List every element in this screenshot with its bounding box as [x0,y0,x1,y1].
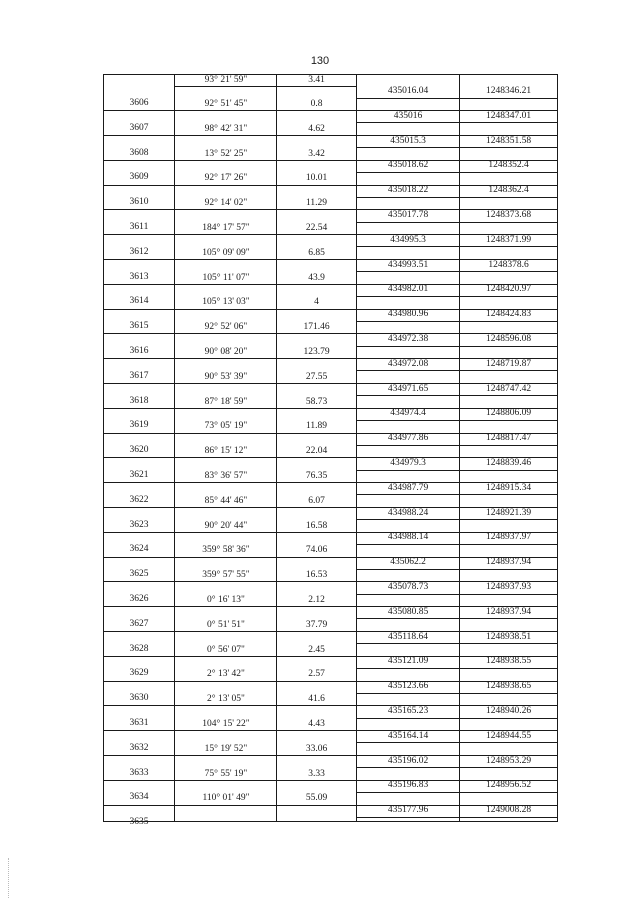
table-row [104,185,557,210]
distance-cell: 6.07 [308,495,325,506]
angle-cell: 92° 51' 45" [204,99,248,109]
x-coordinate-cell: 434979.3 [390,458,426,468]
row-divider [357,618,557,619]
x-coordinate-cell: 434972.08 [387,358,429,369]
distance-cell: 3.42 [308,148,325,159]
row-divider [357,569,557,570]
y-coordinate-cell: 1248371.99 [485,234,532,245]
row-divider [357,494,557,495]
distance-cell: 2.45 [308,644,325,655]
x-coordinate-cell: 435078.73 [387,582,429,592]
y-coordinate-cell: 1248346.21 [485,86,532,96]
distance-cell: 123.79 [303,347,330,357]
point-cell: 3615 [129,321,149,332]
table-row [104,260,557,285]
distance-cell: 41.6 [308,694,325,705]
point-cell: 3626 [129,594,149,604]
table-row [104,359,557,384]
point-cell: 3630 [129,693,149,704]
angle-cell: 15° 19' 52" [204,743,248,754]
distance-cell: 2.12 [308,595,325,605]
y-coordinate-cell: 1248352.4 [488,160,529,171]
angle-cell: 92° 17' 26" [204,173,248,184]
angle-cell: 73° 05' 19" [204,421,248,432]
row-divider [357,346,557,347]
point-cell: 3634 [129,792,149,803]
x-coordinate-cell: 435016.04 [387,86,429,96]
table-row [104,86,557,111]
distance-cell: 58.73 [305,396,328,407]
row-divider [357,296,557,297]
row-divider [357,321,557,322]
x-coordinate-cell: 434977.86 [387,433,429,444]
distance-cell [277,818,356,829]
x-coordinate-cell: 435062.2 [390,557,426,568]
row-divider [357,767,557,768]
y-coordinate-cell: 1248915.34 [485,482,532,493]
point-cell: 3617 [129,370,149,381]
row-divider [357,470,557,471]
point-cell: 3612 [129,246,149,257]
distance-cell: 76.35 [305,471,328,481]
table-row [104,334,557,359]
angle-cell: 359° 58' 36" [202,545,250,556]
point-cell: 3628 [129,643,149,654]
table-row [104,557,557,582]
row-divider [357,643,557,644]
distance-cell: 4.43 [308,719,325,729]
row-divider [357,519,557,520]
angle-cell: 93° 21' 59" [204,75,248,85]
point-cell: 3627 [129,618,149,629]
point-cell: 3633 [129,767,149,778]
x-coordinate-cell: 435015.3 [390,135,426,146]
distance-cell: 4.62 [308,123,325,134]
margin-marks [8,858,11,898]
angle-cell: 85° 44' 46" [204,495,248,506]
y-coordinate-cell: 1248937.97 [485,532,532,543]
x-coordinate-cell: 434972.38 [387,334,429,344]
distance-cell: 27.55 [305,371,328,382]
x-coordinate-cell: 435118.64 [387,631,429,642]
y-coordinate-cell: 1248937.93 [485,582,532,592]
angle-cell: 87° 18' 59" [204,396,248,407]
distance-cell: 55.09 [305,793,328,804]
table-row [104,582,557,607]
point-cell: 3619 [129,420,149,431]
table-row [104,136,557,161]
table-row [104,681,557,706]
point-cell: 3614 [129,296,149,307]
x-coordinate-cell: 434974.4 [390,408,426,419]
angle-cell: 92° 14' 02" [204,198,248,209]
y-coordinate-cell: 1248953.29 [485,755,532,766]
row-divider [357,420,557,421]
row-divider [357,271,557,272]
row-divider [357,445,557,446]
y-coordinate-cell: 1248378.6 [488,259,529,270]
x-coordinate-cell: 435121.09 [387,656,429,667]
point-cell: 3618 [129,395,149,406]
coordinates-table [103,74,558,828]
distance-cell: 22.04 [305,446,328,457]
distance-cell: 2.57 [308,669,325,680]
x-coordinate-cell: 434988.14 [387,532,429,543]
point-cell: 3625 [129,569,149,580]
distance-cell: 0.8 [310,99,323,109]
y-coordinate-cell: 1248921.39 [485,507,532,518]
table-row [104,632,557,657]
point-cell: 3606 [129,98,149,108]
row-divider [357,742,557,743]
angle-cell [175,818,277,829]
y-coordinate-cell: 1248596.08 [485,334,532,344]
distance-cell: 3.41 [308,75,325,85]
point-cell: 3632 [129,742,149,753]
point-cell: 3624 [129,544,149,555]
y-coordinate-cell: 1248373.68 [485,210,532,220]
distance-cell: 43.9 [308,272,325,283]
table-row [104,210,557,235]
row-divider [357,792,557,793]
y-coordinate-cell: 1248806.09 [485,408,532,419]
distance-cell: 3.33 [308,768,325,779]
row-divider [357,197,557,198]
distance-cell: 33.06 [305,743,328,754]
x-coordinate-cell: 435165.23 [387,706,429,716]
angle-cell: 184° 17' 57" [202,223,250,233]
y-coordinate-cell: 1248938.55 [485,656,532,667]
row-divider [357,668,557,669]
distance-cell: 37.79 [305,619,328,630]
angle-cell: 98° 42' 31" [204,123,248,134]
x-coordinate-cell: 434980.96 [387,309,429,320]
point-cell: 3629 [129,668,149,679]
point-cell: 3611 [129,222,149,232]
y-coordinate-cell: 1248424.83 [485,309,532,320]
table-row [104,706,557,731]
distance-cell: 11.29 [305,198,328,209]
row-divider [357,122,557,123]
row-divider [357,594,557,595]
x-coordinate-cell: 435018.22 [387,185,429,196]
angle-cell: 359° 57' 55" [202,570,250,581]
table-row [104,408,557,433]
distance-cell: 74.06 [305,545,328,556]
x-coordinate-cell: 434988.24 [387,507,429,518]
distance-cell: 16.53 [305,570,328,581]
angle-cell: 2° 13' 05" [207,694,245,705]
table-row [104,160,557,185]
row-divider [357,98,557,99]
y-coordinate-cell: 1248938.65 [485,681,532,692]
row-divider [357,147,557,148]
angle-cell: 86° 15' 12" [204,446,248,457]
y-coordinate-cell: 1248351.58 [485,135,532,146]
point-cell: 3622 [129,494,149,505]
x-coordinate-cell: 434982.01 [387,284,429,295]
point-cell: 3620 [129,445,149,456]
angle-cell: 90° 53' 39" [204,371,248,382]
x-coordinate-cell: 434987.79 [387,482,429,493]
table-row [104,458,557,483]
y-coordinate-cell: 1248937.94 [485,606,532,617]
x-coordinate-cell: 435196.02 [387,755,429,766]
table-row [104,284,557,309]
row-divider [357,817,557,818]
angle-cell: 110° 01' 49" [202,793,250,804]
row-divider [357,246,557,247]
distance-cell: 6.85 [308,247,325,258]
y-coordinate-cell: 1249008.28 [485,805,532,816]
table-row [104,780,557,805]
x-coordinate-cell: 435164.14 [387,730,429,741]
table-row [104,656,557,681]
y-coordinate-cell: 1248944.55 [485,730,532,741]
angle-cell: 2° 13' 42" [207,669,245,680]
table-row [104,384,557,409]
y-coordinate-cell: 1248719.87 [485,358,532,369]
x-coordinate-cell: 435017.78 [387,210,429,220]
distance-cell: 16.58 [305,520,328,531]
table-row [104,756,557,781]
table-row [104,483,557,508]
row-divider [357,544,557,545]
y-coordinate-cell: 1248937.94 [485,557,532,568]
point-cell: 3609 [129,172,149,183]
y-coordinate-cell: 1248817.47 [485,433,532,444]
x-coordinate-cell: 434971.65 [387,383,429,394]
distance-cell: 22.54 [305,223,328,233]
y-coordinate-cell: 1248938.51 [485,631,532,642]
table-row [104,433,557,458]
x-coordinate-cell: 435196.83 [387,780,429,791]
angle-cell: 105° 09' 09" [202,247,250,258]
point-cell: 3635 [129,817,149,828]
row-divider [357,370,557,371]
angle-cell: 0° 51' 51" [207,619,245,630]
x-coordinate-cell: 435016 [393,110,423,121]
row-divider [357,718,557,719]
point-cell: 3623 [129,519,149,530]
table-row [104,607,557,632]
angle-cell: 13° 52' 25" [204,148,248,159]
point-cell: 3621 [129,470,149,480]
x-coordinate-cell: 434993.51 [387,259,429,270]
point-cell: 3613 [129,271,149,282]
row-divider [357,693,557,694]
row-divider [357,395,557,396]
distance-cell: 10.01 [305,173,328,184]
table-row [104,508,557,533]
table-row [104,309,557,334]
point-cell: 3610 [129,197,149,208]
row-divider [357,222,557,223]
angle-cell: 0° 16' 13" [207,595,245,605]
point-cell: 3631 [129,718,149,728]
angle-cell: 90° 20' 44" [204,520,248,531]
angle-cell: 75° 55' 19" [204,768,248,779]
point-cell: 3616 [129,346,149,356]
y-coordinate-cell: 1248420.97 [485,284,532,295]
y-coordinate-cell: 1248839.46 [485,458,532,468]
angle-cell: 92° 52' 06" [204,322,248,333]
y-coordinate-cell: 1248362.4 [488,185,529,196]
table-row [104,235,557,260]
point-cell: 3608 [129,147,149,158]
point-cell: 3607 [129,122,149,133]
y-coordinate-cell: 1248347.01 [485,110,532,121]
angle-cell: 0° 56' 07" [207,644,245,655]
y-coordinate-cell: 1248940.26 [485,706,532,716]
y-coordinate-cell: 1248747.42 [485,383,532,394]
x-coordinate-cell: 435018.62 [387,160,429,171]
table-row [104,805,557,830]
page-number: 130 [310,55,330,67]
table-row [104,111,557,136]
y-coordinate-cell: 1248956.52 [485,780,532,791]
x-coordinate-cell: 435177.96 [387,805,429,816]
angle-cell: 105° 13' 03" [202,297,250,308]
table-row [104,731,557,756]
distance-cell: 171.46 [303,322,330,333]
x-coordinate-cell: 435080.85 [387,606,429,617]
angle-cell: 90° 08' 20" [204,347,248,357]
x-coordinate-cell: 435123.66 [387,681,429,692]
angle-cell: 104° 15' 22" [202,719,250,729]
table-row [104,532,557,557]
x-coordinate-cell: 434995.3 [390,234,426,245]
row-divider [357,172,557,173]
angle-cell: 83° 36' 57" [204,471,248,481]
angle-cell: 105° 11' 07" [202,272,250,283]
distance-cell: 11.89 [305,421,328,432]
distance-cell: 4 [314,297,319,308]
